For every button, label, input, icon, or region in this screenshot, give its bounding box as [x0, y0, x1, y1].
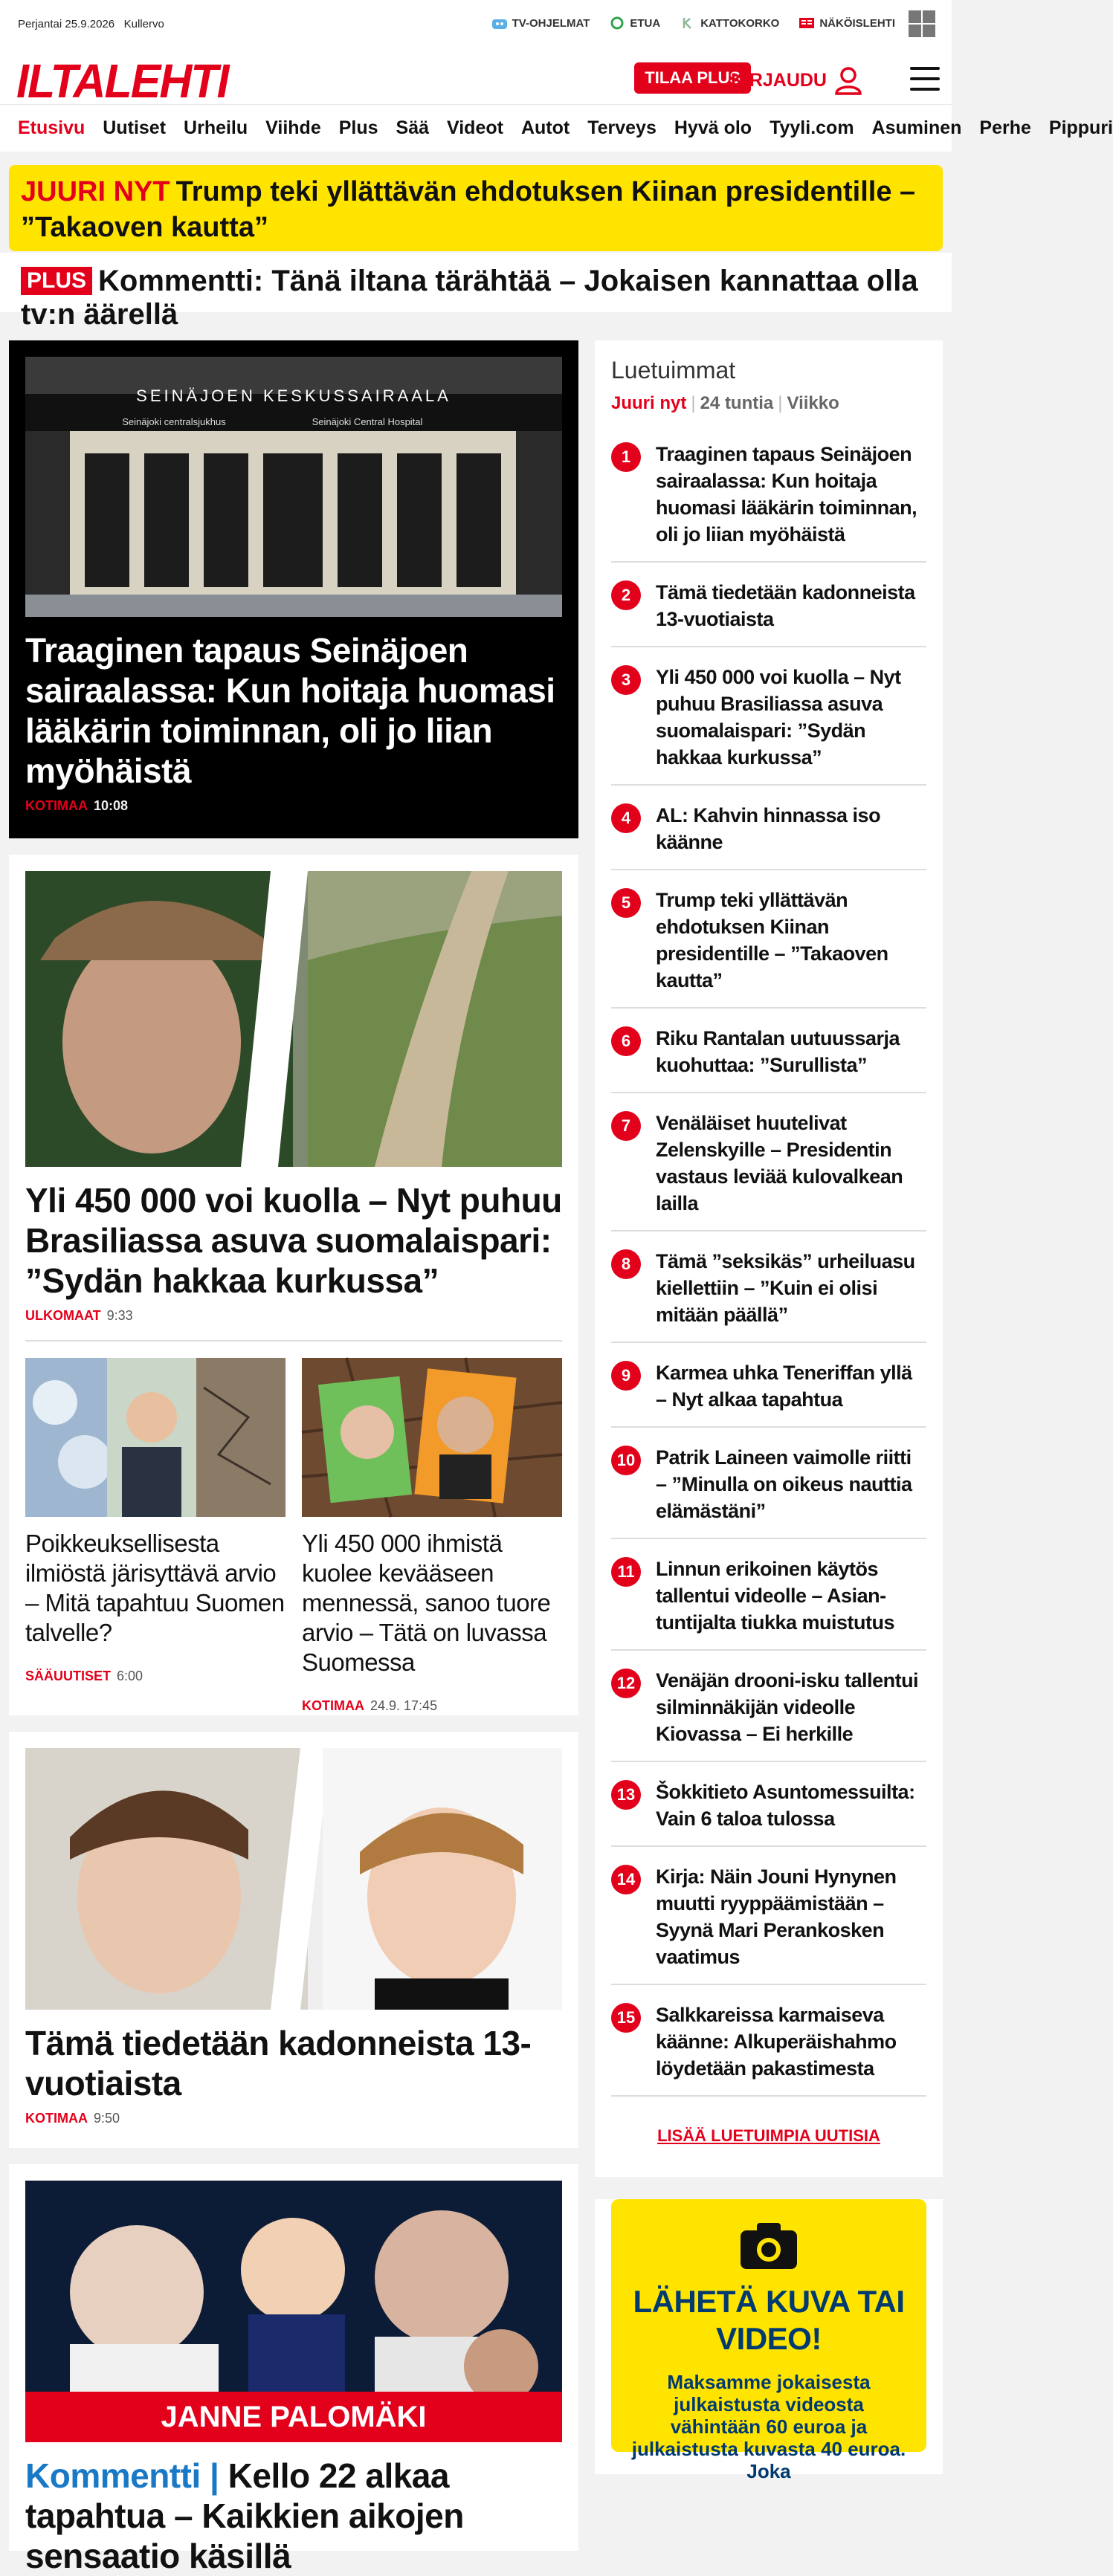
top-link-nakoislehti[interactable] [799, 16, 895, 30]
article-image-estimate [302, 1358, 562, 1517]
article-card-missing[interactable] [9, 1732, 578, 2148]
nav-item-videot[interactable]: Videot [447, 117, 503, 138]
most-read-item[interactable] [611, 424, 926, 563]
article-meta [302, 1698, 562, 1714]
nav-item-pippuri[interactable]: Pippuri [1048, 117, 1113, 138]
submit-photo-box[interactable] [611, 2199, 926, 2482]
most-read-title-text: Riku Rantalan uutuussarja kuohuttaa: ”Surullista” [656, 1027, 900, 1076]
brasilia-photo [25, 871, 562, 1167]
nav-item-plus[interactable]: Plus [338, 117, 378, 138]
most-read-item[interactable] [611, 870, 926, 1009]
top-link-tv[interactable] [491, 16, 590, 30]
breaking-text: Trump teki yllättävän ehdotuksen Kiinan presidentille – ”Takaoven kautta” [21, 176, 916, 243]
article-meta [25, 1308, 562, 1324]
most-read-title: Luetuimmat [611, 357, 736, 384]
tab-viikko[interactable]: Viikko [787, 393, 839, 413]
most-read-item[interactable] [611, 1985, 926, 2097]
rank-number: 10 [611, 1446, 641, 1475]
most-read-title-text: Venäjän drooni-isku tallentui silminnäkijän videolle Kiovassa – Ei herkille [656, 1669, 919, 1745]
top-link-label: NÄKÖISLEHTI [819, 16, 895, 30]
article-card-hospital[interactable] [9, 340, 578, 838]
nav-item-tyyli[interactable]: Tyyli.com [770, 117, 854, 138]
most-read-item[interactable] [611, 1539, 926, 1651]
article-title[interactable]: Yli 450 000 ihmistä kuolee kevääseen mennessä, sanoo tuore arvio – Tätä on luvassa Suomessa [302, 1530, 551, 1676]
article-category[interactable]: ULKOMAAT [25, 1308, 101, 1323]
article-time: 6:00 [117, 1669, 143, 1683]
sidebar [595, 340, 943, 2482]
rank-number: 13 [611, 1780, 641, 1810]
most-read-item[interactable] [611, 1762, 926, 1847]
article-card-kommentti[interactable] [9, 2164, 578, 2575]
most-read-title-text: Yli 450 000 voi kuolla – Nyt puhuu Brasiliassa asuva suomalaispari: ”Sydän hakkaa kurkussa” [656, 666, 901, 768]
login-label: KIRJAUDU [730, 69, 827, 91]
nameday: Kullervo [123, 18, 164, 30]
breaking-news-banner[interactable] [9, 165, 943, 251]
submit-panel [595, 2199, 943, 2482]
most-read-item[interactable] [611, 563, 926, 647]
plus-headline-text: Kommentti: Tänä iltana tärähtää – Jokaisen kannattaa olla tv:n äärellä [21, 265, 918, 331]
most-read-item[interactable] [611, 1232, 926, 1343]
breaking-label: JUURI NYT [21, 176, 170, 207]
article-time: 10:08 [94, 798, 129, 813]
most-read-item[interactable] [611, 1093, 926, 1232]
article-title[interactable]: Tämä tiedetään kadonneista 13-vuotiaista [25, 2024, 532, 2103]
most-read-title-text: Salkkareissa karmaiseva käänne: Alkuperäishahmo löydetään pakastimesta [656, 2004, 897, 2080]
top-bar [0, 0, 952, 52]
article-image-hospital [25, 357, 562, 617]
nav-item-urheilu[interactable]: Urheilu [184, 117, 248, 138]
top-link-label: KATTOKORKO [700, 16, 780, 30]
article-image-winter [25, 1358, 285, 1517]
rank-number: 9 [611, 1361, 641, 1391]
estimate-photo [302, 1358, 562, 1517]
article-image-brasilia[interactable] [25, 871, 562, 1167]
nav-item-saa[interactable]: Sää [396, 117, 429, 138]
plus-headline[interactable] [0, 253, 952, 331]
article-category[interactable]: KOTIMAA [25, 2111, 88, 2126]
submit-text: Maksamme jokaisesta julkaistusta videosta vähintään 60 euroa ja julkaistusta kuvasta 40 euroa. Joka [631, 2371, 906, 2482]
rank-number: 15 [611, 2003, 641, 2033]
main-column [9, 340, 578, 2575]
user-icon [834, 65, 862, 95]
menu-icon[interactable] [910, 67, 940, 91]
most-read-title-text: Karmea uhka Teneriffan yllä – Nyt alkaa tapahtua [656, 1362, 912, 1411]
nav-item-etusivu[interactable]: Etusivu [18, 117, 86, 138]
article-image-missing [25, 1748, 562, 2010]
tab-24-tuntia[interactable]: 24 tuntia [700, 393, 774, 413]
rank-number: 1 [611, 442, 641, 472]
most-read-title-text: Traaginen tapaus Seinäjoen sairaalassa: Kun hoitaja huomasi lääkärin toiminnan, oli jo liian myöhäistä [656, 443, 917, 546]
kattokorko-icon [680, 16, 696, 30]
subscribe-button[interactable]: TILAA PLUS [634, 62, 751, 94]
article-category[interactable]: SÄÄUUTISET [25, 1669, 112, 1683]
rank-number: 4 [611, 803, 641, 833]
most-read-item[interactable] [611, 1651, 926, 1762]
rank-number: 7 [611, 1111, 641, 1141]
nav-item-uutiset[interactable]: Uutiset [103, 117, 167, 138]
article-meta [25, 1669, 285, 1684]
most-read-item[interactable] [611, 1009, 926, 1093]
missing-boys-photo [25, 1748, 562, 2010]
nav-item-viihde[interactable]: Viihde [265, 117, 321, 138]
top-link-kattokorko[interactable] [680, 16, 779, 30]
rank-number: 5 [611, 888, 641, 918]
login-button[interactable] [731, 65, 862, 95]
nav-item-perhe[interactable]: Perhe [979, 117, 1031, 138]
rank-number: 3 [611, 665, 641, 695]
site-logo[interactable]: ILTALEHTI [16, 54, 228, 108]
date: Perjantai 25.9.2026 [18, 18, 115, 30]
svg-text:Seinäjoki centralsjukhus: Seinäjoki centralsjukhus [122, 416, 226, 427]
top-link-etua[interactable] [609, 16, 660, 30]
article-meta [25, 798, 562, 814]
kommentti-prefix: Kommentti [25, 2456, 201, 2495]
top-link-label: ETUA [630, 16, 661, 30]
etua-icon [609, 16, 625, 30]
sub-article-winter[interactable] [25, 1358, 285, 1714]
sub-articles [25, 1340, 562, 1714]
most-read-title-text: Kirja: Näin Jouni Hynynen muutti ryyppäämistään – Syynä Mari Perankosken vaatimus [656, 1865, 897, 1968]
article-title[interactable] [25, 2456, 562, 2576]
rank-number: 6 [611, 1026, 641, 1056]
most-read-item[interactable] [611, 1428, 926, 1539]
newspaper-icon [799, 16, 815, 30]
most-read-title-text: Šokkitieto Asuntomessuilta: Vain 6 taloa tulossa [656, 1781, 915, 1830]
most-read-title-text: Tämä ”seksikäs” urheiluasu kiellettiin – ”Kuin ei olisi mitään päällä” [656, 1250, 915, 1326]
most-read-panel [595, 340, 943, 2177]
columnist-banner: JANNE PALOMÄKI [25, 2392, 562, 2442]
svg-text:Seinäjoki Central Hospital: Seinäjoki Central Hospital [312, 416, 423, 427]
nav-item-asuminen[interactable]: Asuminen [871, 117, 962, 138]
more-most-read-link[interactable]: LISÄÄ LUETUIMPIA UUTISIA [657, 2126, 880, 2145]
hospital-photo [25, 357, 562, 617]
most-read-title-text: Patrik Laineen vaimolle riitti – ”Minulla on oikeus nauttia elämästäni” [656, 1446, 912, 1522]
tab-juuri-nyt[interactable]: Juuri nyt [611, 393, 687, 413]
winter-photo [25, 1358, 285, 1517]
most-read-item[interactable] [611, 647, 926, 786]
sub-article-estimate[interactable] [302, 1358, 562, 1714]
top-links [491, 16, 895, 30]
rank-number: 8 [611, 1249, 641, 1279]
most-read-tabs: Juuri nyt | 24 tuntia | Viikko [611, 393, 839, 413]
rank-number: 12 [611, 1669, 641, 1698]
nav-item-autot[interactable]: Autot [520, 117, 570, 138]
plus-badge: PLUS [21, 267, 92, 295]
article-category[interactable]: KOTIMAA [302, 1698, 364, 1713]
article-title[interactable]: Yli 450 000 voi kuolla – Nyt puhuu Brasiliassa asuva suomalaispari: ”Sydän hakkaa kurkussa” [25, 1181, 562, 1300]
article-category[interactable]: KOTIMAA [25, 798, 88, 813]
article-image-kommentti [25, 2181, 562, 2442]
site-header [0, 52, 952, 108]
article-card-brasilia [9, 855, 578, 1715]
article-meta [25, 2111, 562, 2126]
tv-icon [491, 16, 508, 30]
prefix-separator: | [200, 2456, 228, 2495]
rank-number: 11 [611, 1557, 641, 1587]
most-read-title-text: AL: Kahvin hinnassa iso käänne [656, 804, 881, 853]
hospital-sign: SEINÄJOEN KESKUSSAIRAALA [136, 386, 451, 405]
submit-title: LÄHETÄ KUVA TAI VIDEO! [633, 2284, 905, 2356]
kommentti-title: Kello 22 alkaa tapahtua – Kaikkien aikojen sensaatio käsillä [25, 2456, 464, 2575]
article-time: 24.9. 17:45 [370, 1698, 438, 1713]
top-link-label: TV-OHJELMAT [512, 16, 590, 30]
most-read-item[interactable] [611, 1343, 926, 1428]
article-title[interactable]: Traaginen tapaus Seinäjoen sairaalassa: Kun hoitaja huomasi lääkärin toiminnan, oli jo liian myöhäistä [25, 631, 555, 790]
most-read-item[interactable] [611, 1847, 926, 1985]
rank-number: 14 [611, 1865, 641, 1894]
nav-item-hyva-olo[interactable]: Hyvä olo [674, 117, 752, 138]
most-read-title-text: Trump teki yllättävän ehdotuksen Kiinan presidentille – ”Takaoven kautta” [656, 889, 888, 991]
date-line [18, 18, 164, 30]
most-read-title-text: Linnun erikoinen käytös tallentui videolle – Asian-tuntijalta tiukka muistutus [656, 1558, 895, 1634]
most-read-title-text: Tämä tiedetään kadonneista 13-vuotiaista [656, 581, 915, 630]
camera-icon [739, 2221, 799, 2271]
nav-item-terveys[interactable]: Terveys [587, 117, 656, 138]
article-time: 9:33 [106, 1308, 133, 1323]
main-nav [0, 104, 1113, 152]
most-read-item[interactable] [611, 786, 926, 870]
article-time: 9:50 [94, 2111, 120, 2126]
alma-logo-icon[interactable] [909, 10, 935, 37]
rank-number: 2 [611, 580, 641, 610]
most-read-title-text: Venäläiset huutelivat Zelenskyille – Presidentin vastaus leviää kulovalkean lailla [656, 1112, 903, 1214]
article-title[interactable]: Poikkeuksellisesta ilmiöstä järisyttävä arvio – Mitä tapahtuu Suomen talvelle? [25, 1530, 285, 1646]
